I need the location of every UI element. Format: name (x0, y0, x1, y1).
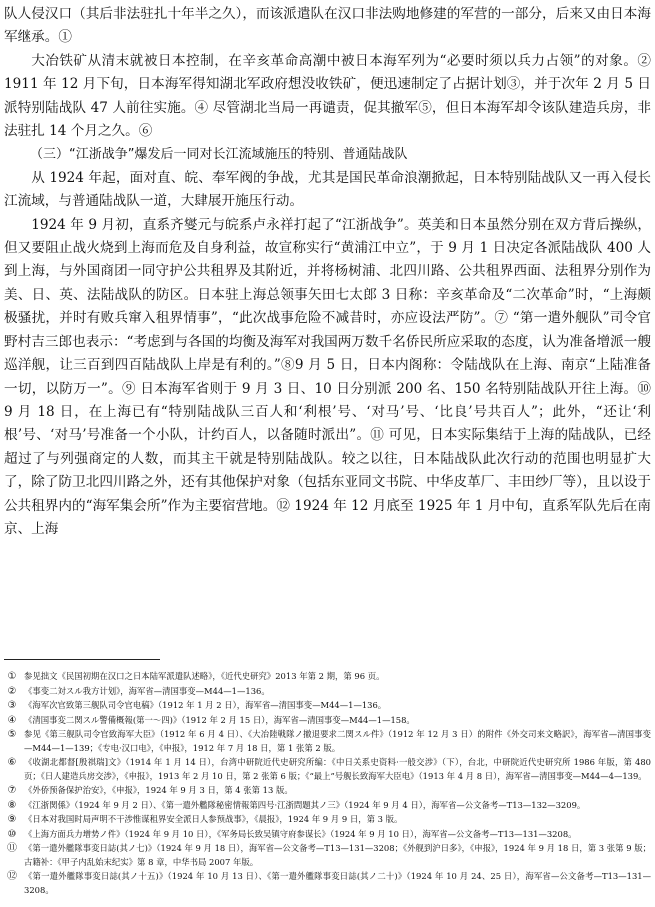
footnote (4, 799, 651, 813)
footnote-number: ④ (7, 714, 17, 726)
footnote (4, 670, 651, 684)
paragraph: 队人侵汉口（其后非法驻扎十年半之久），而该派遣队在汉口非法购地修建的军营的一部分，后来又由日本海军继承。① (4, 6, 651, 46)
footnote-number: ⑧ (7, 799, 17, 811)
footnote-text: 《江浙関係》（1924 年 9 月 2 日）、《第一遣外艦隊秘密情報第四号·江浙問題其ノ三》（1924 年 9 月 4 日），海军省—公文备考—T13—132—3209。 (24, 799, 586, 810)
footnote (4, 870, 651, 897)
footnote-number: ⑫ (7, 871, 17, 882)
footnote-text: 参见拙文《民国初期在汉口之日本陆军派遣队述略》，《近代史研究》2013 年第 2 期，第 96 页。 (24, 671, 385, 681)
footnote (4, 813, 651, 827)
footnote-number: ⑦ (7, 785, 17, 796)
footnote (4, 685, 651, 699)
paragraph: 从 1924 年起，面对直、皖、奉军阀的争战，尤其是国民革命浪潮掀起，日本特别陆战队又一再入侵长江流域，与普通陆战队一道，大肆展开施压行动。 (4, 169, 651, 210)
footnote-number: ② (7, 685, 17, 697)
footnote-number: ⑩ (7, 828, 17, 840)
section-subheading: （三）“江浙战争”爆发后一同对长江流域施压的特别、普通陆战队 (30, 147, 408, 163)
footnote-number: ⑪ (7, 843, 17, 854)
footnote-text: 参见《第三舰队司令官致海军大臣》（1912 年 6 月 4 日）、《大冶陸戦隊ノ撤退要求二関スル件》（1912 年 12 月 3 日）的附件《外交司来文略訳》，海军省—清国事变—M44—1—139；《专电·汉口电》，《申报》，1912 年 7 月 18 日，第 1 张第 2 版。 (24, 729, 651, 753)
footnote-text: 《第一遣外艦隊事変日誌(其ノ七)》（1924 年 9 月 18 日），海军省—公文备考—T13—131—3208；《外舰到沪日多》，《申报》，1924 年 9 月 18 日，第 3 张第 9 版；古籍补：《甲子内乱始末纪实》第 8 章，中华书局 2007 年版。 (24, 843, 651, 867)
footnote (4, 842, 651, 869)
footnote (4, 714, 651, 728)
footnote-text: 《上海方面兵力增势ノ件》（1924 年 9 月 10 日），《军务局长致吴镇守府参谋长》（1924 年 9 月 10 日），海军省—公文备考—T13—131—3208。 (24, 828, 577, 839)
paragraph: 1924 年 9 月初，直系齐燮元与皖系卢永祥打起了“江浙战争”。英美和日本虽然分别在双方背后操纵，但又要阻止战火烧到上海而危及自身利益，故宣称实行“黄浦江中立”，于 9 月 1 日决定各派陆战队 400 人到上海，与外国商团一同守护公共租界及其附近，并将杨树浦、北四川路、公共租界西面、法租界分别作为美、日、英、法陆战队的防区。日本驻上海总领事矢田七太郎 3 日称：辛亥革命及“二次革命”时，“上海颇极骚扰，并时有败兵窜入租界情事”，“此次战事危险不减昔时，亦应设法严防”。⑦ “第一遣外舰队”司令官野村吉三郎也表示：“考虑到与各国的均衡及海军对我国两万数千名侨民所应采取的态度，认为准备增派一艘巡洋舰，让三百到四百陆战队上岸是有利的。”⑧9 月 5 日，日本内阁称：令陆战队在上海、南京“上陆准备一切，以防万一”。⑨ 日本海军省则于 9 月 3 日、10 日分别派 200 名、150 名特别陆战队开往上海。⑩ 9 月 18 日，在上海已有“特别陆战队三百人和‘利根’号、‘对马’号、‘比良’号共百人”；此外，“还让‘利根’号、‘对马’号准备一个小队，计约百人，以备随时派出”。⑪ 可见，日本实际集结于上海的陆战队，已经超过了与列强商定的人数，而其主干就是特别陆战队。较之以往，日本陆战队此次行动的范围也明显扩大了，除了防卫北四川路之外，还有其他保护对象（包括东亚同文书院、中华皮革厂、丰田纱厂等），且以设于公共租界内的“海军集会所”作为主要宿营地。⑫ 1924 年 12 月底至 1925 年 1 月中旬，直系军队先后在南京、上海 (4, 216, 651, 537)
footnote-text: 《外侨预备保护治安》，《申报》，1924 年 9 月 3 日，第 4 张第 13 版。 (24, 785, 293, 795)
footnote (4, 728, 651, 755)
footnote-text: 《清国事変二関スル警備概報(第一～四)》（1912 年 2 月 15 日），海军省—清国事变—M44—1—158。 (24, 714, 415, 725)
paragraph: 大冶铁矿从清末就被日本控制，在辛亥革命高潮中被日本海军列为“必要时须以兵力占领”的对象。② 1911 年 12 月下旬，日本海军得知湖北军政府想没收铁矿，便迅速制定了占据计划③，并于次年 2 月 5 日派特别陆战队 47 人前往实施。④ 尽管湖北当局一再谴责，促其撤军⑤，但日本海军却令该队建造兵房，非法驻扎 14 个月之久。⑥ (4, 52, 651, 140)
footnotes (4, 670, 651, 898)
footnote-number: ③ (7, 700, 17, 711)
footnote (4, 756, 651, 783)
footnote-text: 《第一遣外艦隊事変日誌(其ノ十五)》（1924 年 10 月 13 日）、《第一遣外艦隊事変日誌(其ノ二十)》（1924 年 10 月 24、25 日），海军省—公文备考—T13—131—3208。 (24, 871, 651, 895)
footnote (4, 699, 651, 713)
body-text (4, 3, 651, 541)
footnote-text: 《收湖北都督[殷祺瑞]文》（1914 年 1 月 14 日），台湾中研院近代史研究所编：《中日关系史资料·一般交涉》（下），台北，中研院近代史研究所 1986 年版，第 480 页；《日人建造兵房交涉》，《申报》，1913 年 2 月 10 日，第 2 张第 6 版；《“最上”号舰长致海军大臣电》（1913 年 4 月 8 日），海军省—清国事变—M44—4—139。 (24, 757, 651, 781)
footnote-text: 《日本对我国时局声明不干涉惟谋租界安全派日人参预战事》，《晨报》，1924 年 9 月 9 日，第 3 版。 (24, 814, 403, 824)
footnote-number: ① (7, 671, 17, 682)
footnote-text: 《海军次官致第三舰队司令官电稿》（1912 年 1 月 2 日），海军省—清国事变—M44—1—136。 (24, 700, 387, 710)
footnote-text: 《事变二対スル我方计划》，海军省—清国事变—M44—1—136。 (24, 685, 270, 696)
footnote-separator (4, 659, 160, 660)
footnote-number: ⑥ (7, 757, 17, 768)
footnote-number: ⑨ (7, 814, 17, 825)
footnote-number: ⑤ (7, 729, 17, 740)
footnote (4, 828, 651, 842)
footnote (4, 784, 651, 798)
